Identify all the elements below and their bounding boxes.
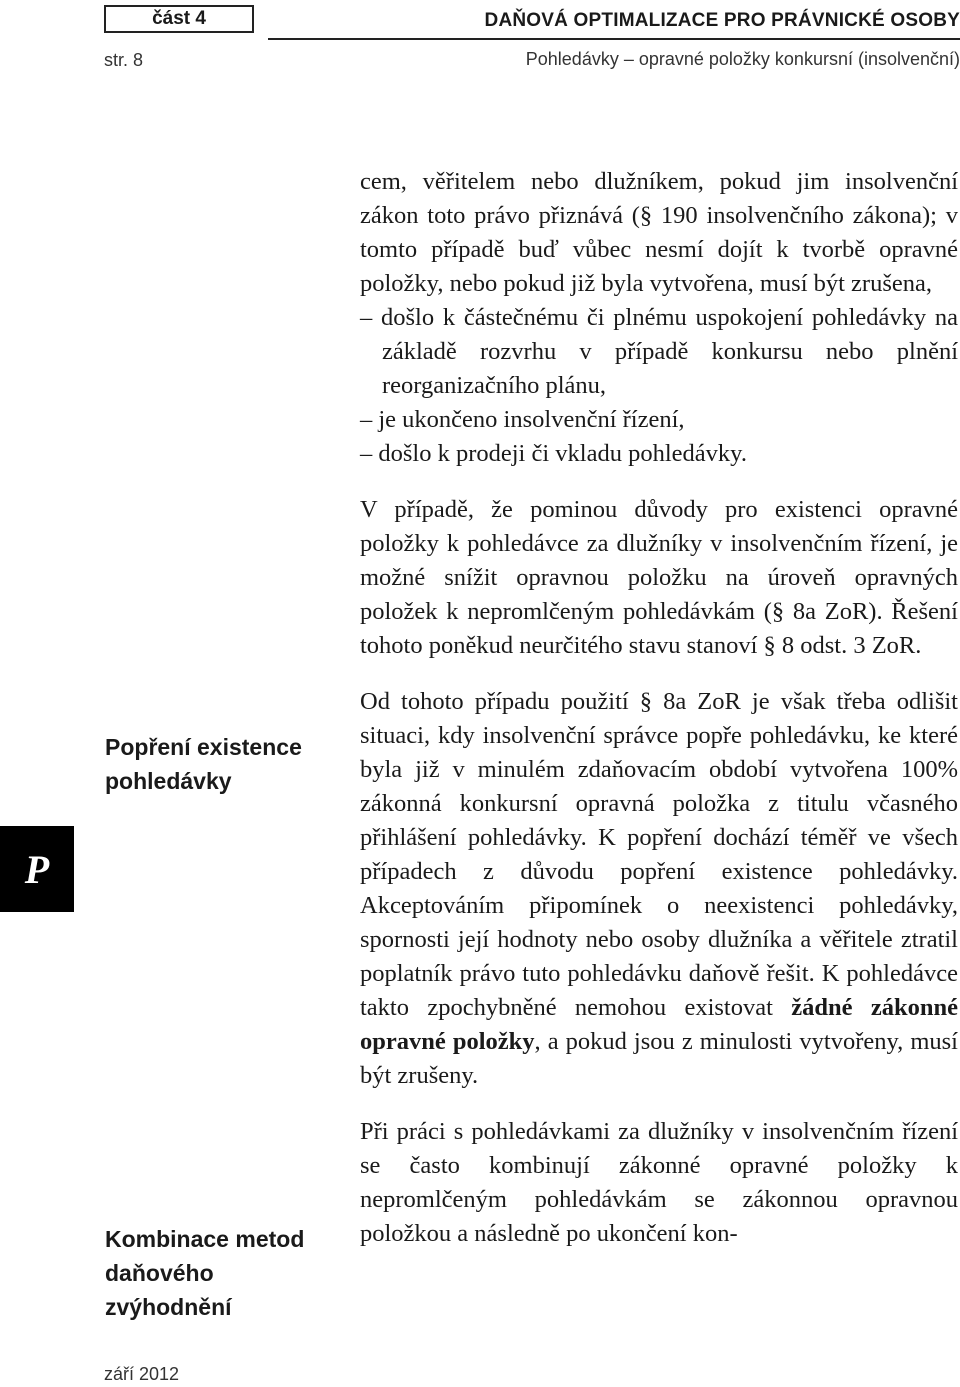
page-number: str. 8: [104, 50, 144, 70]
list-item: – došlo k prodeji či vkladu pohledávky.: [360, 440, 747, 467]
header-rule: [268, 38, 960, 40]
paragraph-intro: cem, věřitelem nebo dlužníkem, pokud jim insolvenční zákon toto právo přiznává (§ 190 insolvenčního zákona); v tomto případě buď vůbec nesmí dojít k tvorbě opravné položky, nebo pokud již byla vytvořena, musí být zrušena,: [360, 168, 958, 297]
paragraph-popreni-end: , a pokud jsou z minulosti vytvořeny, musí být zrušeny.: [360, 1028, 958, 1089]
section-tab-marker: [0, 826, 74, 912]
paragraph-popreni-start: Od tohoto případu použití § 8a ZoR je však třeba odlišit situaci, kdy insolvenční správce popře pohledávku, ke které byla již v minulém zdaňovacím období vytvořena 100% zákonná konkursní opravná položka z titulu včasného přihlášení pohledávky. K popření dochází téměř ve všech případech z důvodu popření existence pohledávky. Akceptováním připomínek o neexistenci pohledávky, spornosti její hodnoty nebo osoby dlužníka a věřitele ztratil poplatník právo tuto pohledávku daňově řešit. K pohledávce takto zpochybněné nemohou existovat: [360, 688, 958, 1021]
list-item: – došlo k částečnému či plnému uspokojení pohledávky na základě rozvrhu v případě konkursu nebo plnění reorganizačního plánu,: [360, 304, 958, 399]
part-label: část 4: [152, 8, 206, 29]
main-text-column: [360, 165, 958, 1251]
paragraph-opravne-polozky: V případě, že pominou důvody pro existenci opravné položky k pohledávce za dlužníky v insolvenčním řízení, je možné snížit opravnou položku na úroveň opravných položek k nepromlčeným pohledávkám (§ 8a ZoR). Řešení tohoto poněkud neurčitého stavu stanoví § 8 odst. 3 ZoR.: [360, 496, 958, 659]
footer-date: září 2012: [104, 1364, 180, 1384]
running-header-subtitle: Pohledávky – opravné položky konkursní (insolvenční): [525, 49, 960, 69]
list-item: – je ukončeno insolvenční řízení,: [360, 406, 685, 433]
margin-heading-kombinace: Kombinace metod daňového zvýhodnění: [105, 1226, 305, 1320]
section-tab-letter: P: [24, 846, 50, 892]
emphasis-zakonne-polozky: žádné zákonné opravné položky: [360, 994, 958, 1055]
margin-heading-popreni: Popření existence pohledávky: [105, 734, 302, 794]
paragraph-kombinace: Při práci s pohledávkami za dlužníky v insolvenčním řízení se často kombinují zákonné opravné položky k nepromlčeným pohledávkám se zákonnou opravnou položkou a následně po ukončení kon-: [360, 1118, 958, 1247]
paragraph-popreni: [360, 685, 958, 1093]
part-label-box: [104, 5, 254, 33]
running-header-title: DAŇOVÁ OPTIMALIZACE PRO PRÁVNICKÉ OSOBY: [484, 10, 960, 31]
